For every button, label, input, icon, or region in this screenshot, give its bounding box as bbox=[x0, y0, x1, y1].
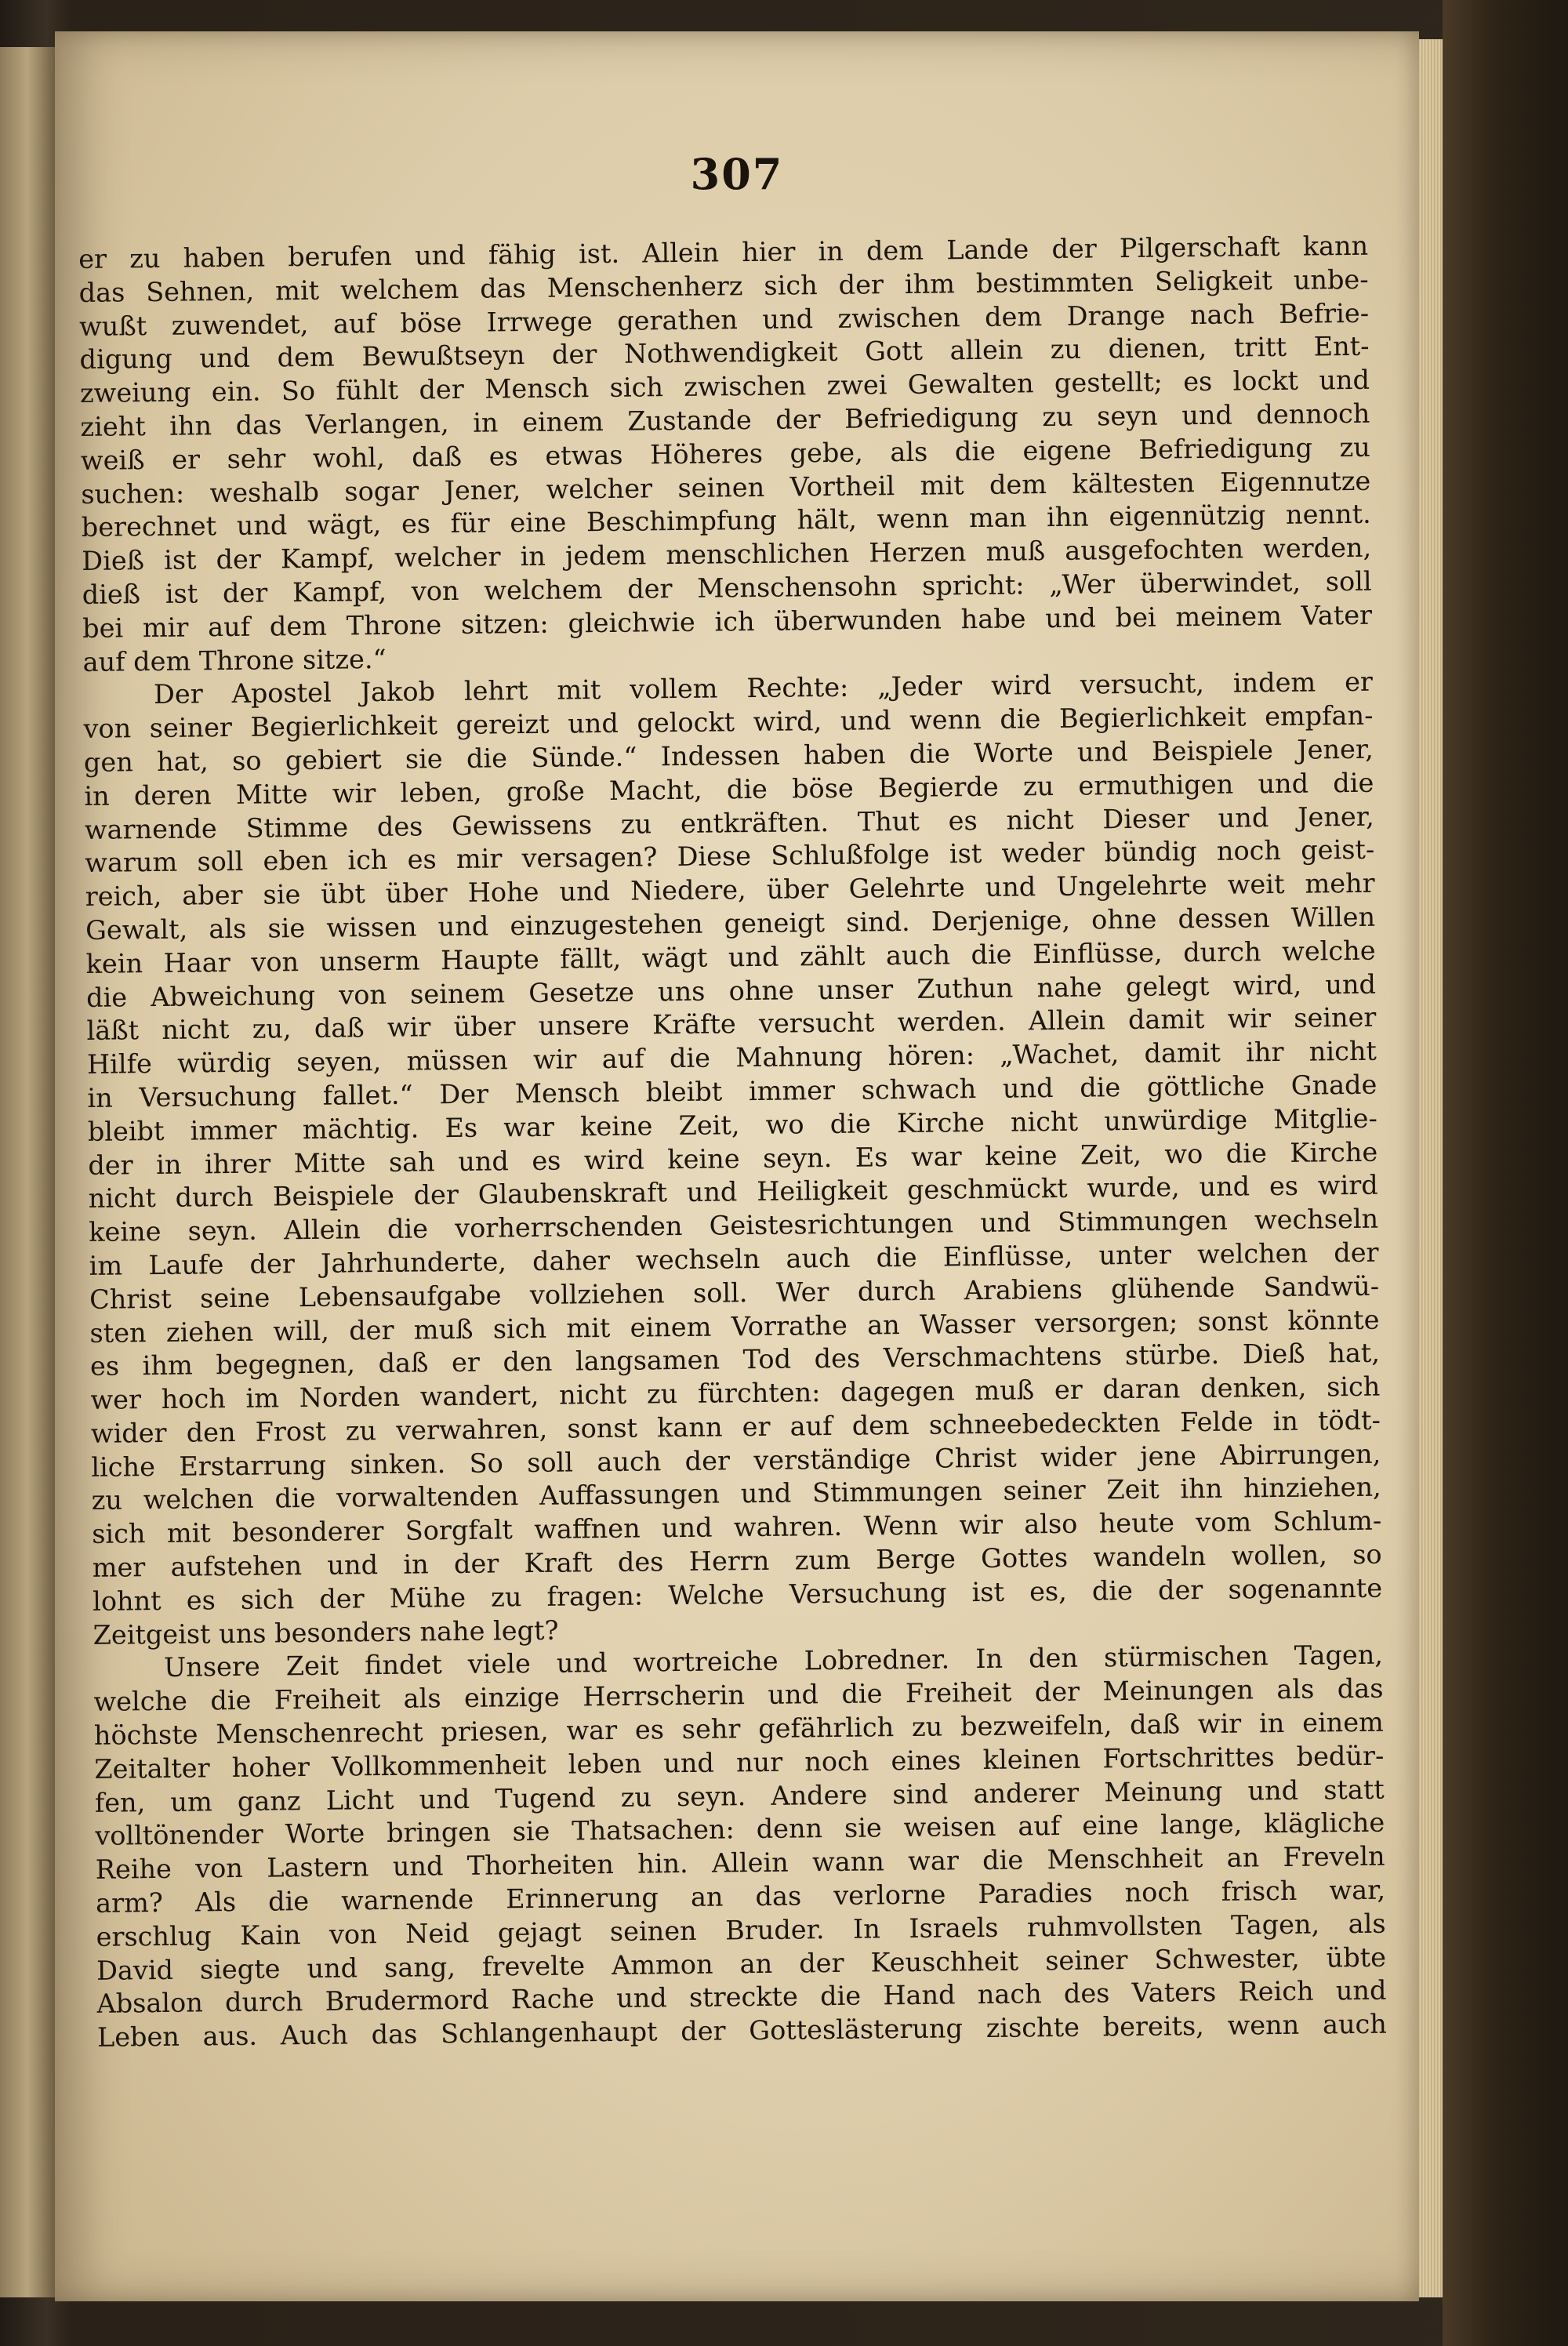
text-line: der in ihrer Mitte sah und es wird keine seyn. Es war keine Zeit, wo die Kirche bbox=[88, 1136, 1378, 1181]
text-line: Hilfe würdig seyen, müssen wir auf die Mahnung hören: „Wachet, damit ihr nicht bbox=[86, 1035, 1377, 1080]
text-line: reich, aber sie übt über Hohe und Niedere, über Gelehrte und Ungelehrte weit mehr bbox=[85, 867, 1375, 913]
text-line: suchen: weshalb sogar Jener, welcher seinen Vortheil mit dem kältesten Eigennutze bbox=[81, 465, 1371, 510]
text-line: wider den Frost zu verwahren, sonst kann er auf dem schneebedeckten Felde in tödt- bbox=[90, 1404, 1381, 1449]
text-line: Der Apostel Jakob lehrt mit vollem Rechte: „Jeder wird versucht, indem er bbox=[153, 666, 1374, 710]
text-line: Christ seine Lebensaufgabe vollziehen soll. Wer durch Arabiens glühende Sandwü- bbox=[89, 1270, 1380, 1315]
text-line: es ihm begegnen, daß er den langsamen Tod des Verschmachtens stürbe. Dieß hat, bbox=[89, 1337, 1381, 1382]
text-line: zu welchen die vorwaltenden Auffassungen und Stimmungen seiner Zeit ihn hinziehen, bbox=[91, 1472, 1381, 1516]
body-text bbox=[78, 230, 1387, 2055]
text-line: warum soll eben ich es mir versagen? Diese Schlußfolge ist weder bündig noch geist- bbox=[85, 834, 1375, 879]
text-line: läßt nicht zu, daß wir über unsere Kräfte versucht werden. Allein damit wir seiner bbox=[86, 1002, 1377, 1047]
text-line: volltönender Worte bringen sie Thatsachen: denn sie weisen auf eine lange, klägliche bbox=[95, 1807, 1385, 1852]
facing-page-edge bbox=[0, 47, 55, 2297]
text-line: von seiner Begierlichkeit gereizt und gelockt wird, und wenn die Begierlichkeit empfan- bbox=[83, 699, 1374, 745]
book-page bbox=[55, 31, 1419, 2301]
text-line: Zeitalter hoher Vollkommenheit leben und nur noch eines kleinen Fortschrittes bedür- bbox=[94, 1740, 1385, 1785]
text-line: das Sehnen, mit welchem das Menschenherz sich der ihm bestimmten Seligkeit unbe- bbox=[78, 263, 1369, 308]
page-number: 307 bbox=[690, 149, 784, 199]
text-line: in deren Mitte wir leben, große Macht, die böse Begierde zu ermuthigen und die bbox=[84, 767, 1374, 812]
text-line: Reihe von Lastern und Thorheiten hin. Allein wann war die Menschheit an Freveln bbox=[95, 1840, 1385, 1886]
text-line: fen, um ganz Licht und Tugend zu seyn. Andere sind anderer Meinung und statt bbox=[94, 1774, 1385, 1818]
page-stack-edge bbox=[1419, 39, 1443, 2297]
text-line: Unsere Zeit findet viele und wortreiche Lobredner. In den stürmischen Tagen, bbox=[163, 1640, 1384, 1683]
text-line: wer hoch im Norden wandert, nicht zu fürchten: dagegen muß er daran denken, sich bbox=[90, 1371, 1381, 1416]
text-line: Dieß ist der Kampf, welcher in jedem menschlichen Herzen muß ausgefochten werden, bbox=[82, 532, 1372, 577]
text-line: zieht ihn das Verlangen, in einem Zustande der Befriedigung zu seyn und dennoch bbox=[80, 398, 1370, 442]
text-line: sten ziehen will, der muß sich mit einem Vorrathe an Wasser versorgen; sonst könnte bbox=[89, 1304, 1380, 1349]
text-line: bei mir auf dem Throne sitzen: gleichwie ich überwunden habe und bei meinem Vater bbox=[82, 599, 1373, 644]
text-line: nicht durch Beispiele der Glaubenskraft und Heiligkeit geschmückt wurde, und es wird bbox=[88, 1170, 1378, 1215]
text-line: erschlug Kain von Neid gejagt seinen Bruder. In Israels ruhmvollsten Tagen, als bbox=[96, 1908, 1386, 1952]
text-line: bleibt immer mächtig. Es war keine Zeit, wo die Kirche nicht unwürdige Mitglie- bbox=[87, 1102, 1377, 1147]
text-line: in Versuchung fallet.“ Der Mensch bleibt immer schwach und die göttliche Gnade bbox=[87, 1069, 1377, 1113]
text-line: Gewalt, als sie wissen und einzugestehen geneigt sind. Derjenige, ohne dessen Willen bbox=[85, 901, 1376, 946]
text-line: wußt zuwendet, auf böse Irrwege gerathen und zwischen dem Drange nach Befrie- bbox=[78, 297, 1370, 342]
text-line: gen hat, so gebiert sie die Sünde.“ Indessen haben die Worte und Beispiele Jener, bbox=[83, 733, 1374, 778]
text-line: dieß ist der Kampf, von welchem der Menschensohn spricht: „Wer überwindet, soll bbox=[82, 565, 1372, 610]
text-line: sich mit besonderer Sorgfalt waffnen und wahren. Wenn wir also heute vom Schlum- bbox=[92, 1505, 1382, 1550]
text-line: digung und dem Bewußtseyn der Nothwendigkeit Gott allein zu dienen, tritt Ent- bbox=[79, 331, 1370, 376]
text-line: Absalon durch Brudermord Rache und streckte die Hand nach des Vaters Reich und bbox=[96, 1975, 1387, 2020]
text-line: welche die Freiheit als einzige Herrscherin und die Freiheit der Meinungen als das bbox=[93, 1672, 1384, 1718]
text-line: David siegte und sang, frevelte Ammon an der Keuschheit seiner Schwester, übte bbox=[96, 1941, 1387, 1986]
text-line: auf dem Throne sitze.“ bbox=[82, 643, 387, 677]
text-line: höchste Menschenrecht priesen, war es sehr gefährlich zu bezweifeln, daß wir in einem bbox=[93, 1706, 1385, 1751]
text-line: Leben aus. Auch das Schlangenhaupt der Gotteslästerung zischte bereits, wenn auch bbox=[96, 2008, 1388, 2054]
text-line: die Abweichung von seinem Gesetze uns ohne unser Zuthun nahe gelegt wird, und bbox=[85, 968, 1377, 1013]
text-line: er zu haben berufen und fähig ist. Allein hier in dem Lande der Pilgerschaft kann bbox=[78, 230, 1369, 274]
text-line: warnende Stimme des Gewissens zu entkräften. Thut es nicht Dieser und Jener, bbox=[84, 801, 1374, 845]
text-line: kein Haar von unserm Haupte fällt, wägt und zählt auch die Einflüsse, durch welche bbox=[85, 935, 1376, 979]
text-line: mer aufstehen und in der Kraft des Herrn zum Berge Gottes wandeln wollen, so bbox=[92, 1538, 1382, 1583]
text-line: weiß er sehr wohl, daß es etwas Höheres gebe, als die eigene Befriedigung zu bbox=[80, 431, 1371, 476]
text-line: zweiung ein. So fühlt der Mensch sich zwischen zwei Gewalten gestellt; es lockt und bbox=[79, 364, 1370, 409]
text-line: Zeitgeist uns besonders nahe legt? bbox=[93, 1614, 559, 1651]
text-line: arm? Als die warnende Erinnerung an das verlorne Paradies noch frisch war, bbox=[95, 1874, 1386, 1919]
book-cover bbox=[1443, 0, 1568, 2346]
text-line: liche Erstarrung sinken. So soll auch der verständige Christ wider jene Abirrungen, bbox=[91, 1438, 1381, 1483]
text-line: berechnet und wägt, es für eine Beschimpfung hält, wenn man ihn eigennützig nennt. bbox=[81, 499, 1371, 543]
text-line: keine seyn. Allein die vorherrschenden Geistesrichtungen und Stimmungen wechseln bbox=[89, 1203, 1379, 1248]
text-line: lohnt es sich der Mühe zu fragen: Welche Versuchung ist es, die der sogenannte bbox=[92, 1572, 1383, 1617]
text-line: im Laufe der Jahrhunderte, daher wechseln auch die Einflüsse, unter welchen der bbox=[89, 1237, 1379, 1281]
